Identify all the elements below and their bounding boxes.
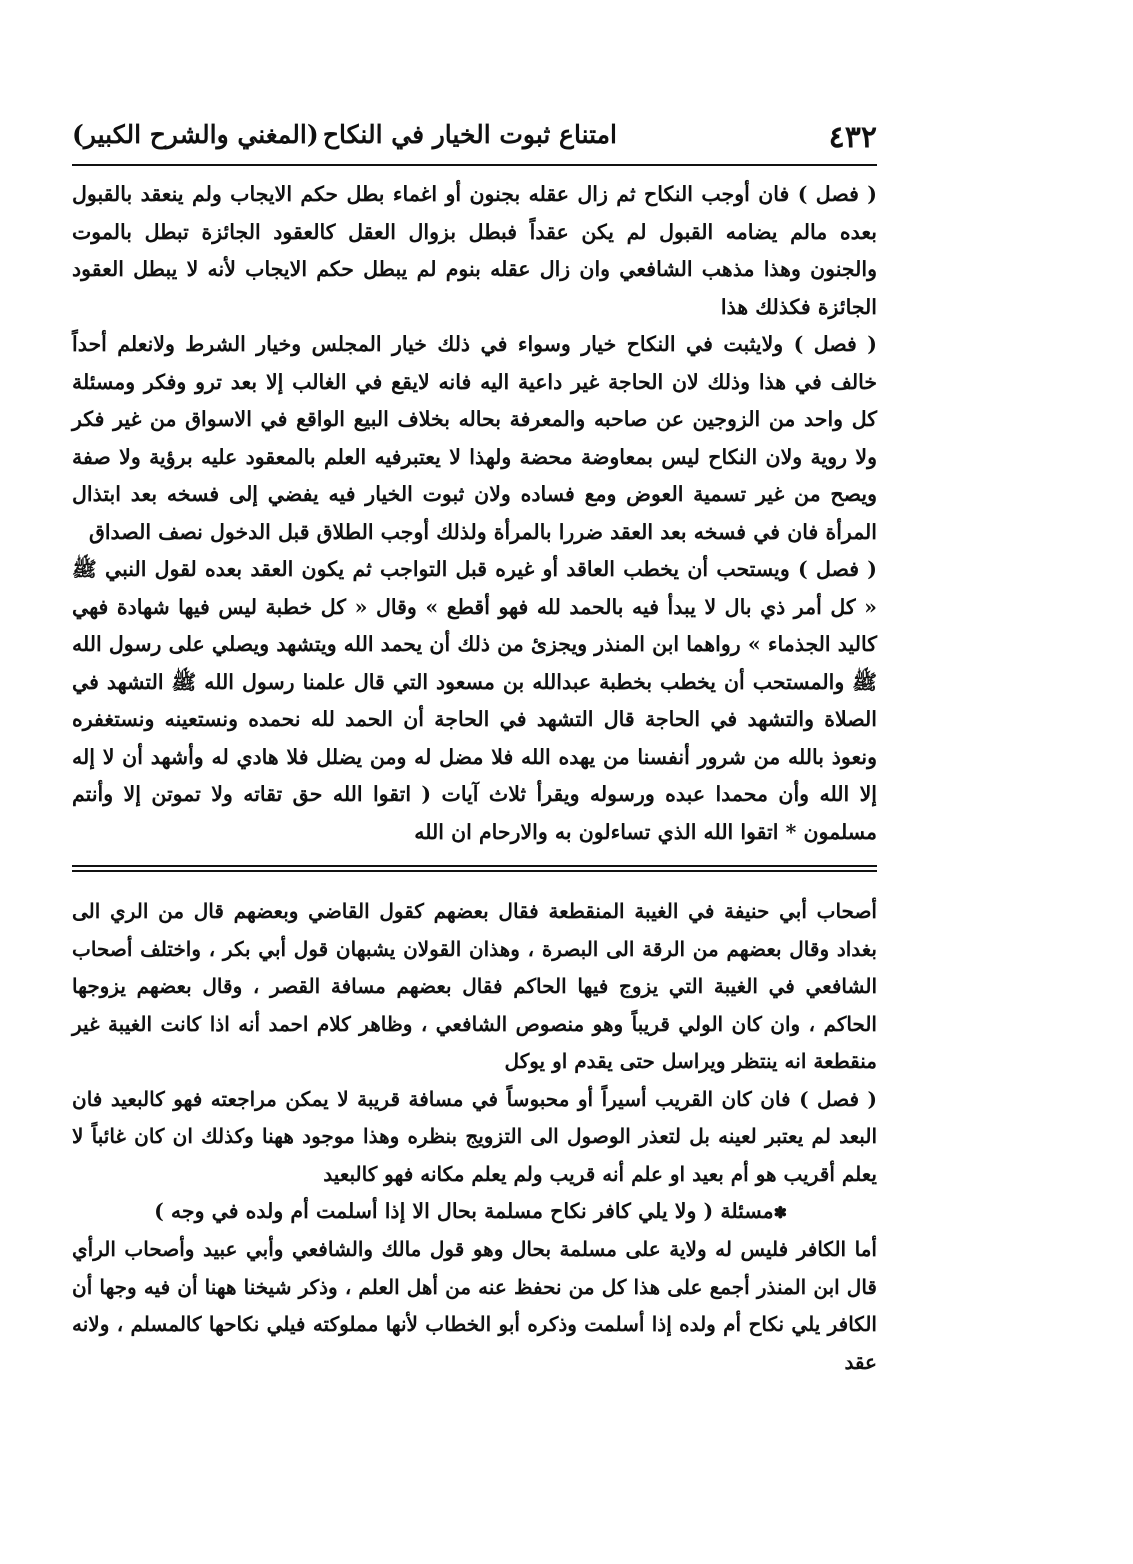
star-icon: ✽ <box>773 1202 787 1222</box>
paragraph: أصحاب أبي حنيفة في الغيبة المنقطعة فقال بعضهم كقول القاضي وبعضهم قال من الري الى بغداد وقال بعضهم من الرقة الى البصرة ، وهذان القولان يشبهان قول أبي بكر ، واختلف أصحاب الشافعي في الغيبة التي يزوج فيها الحاكم فقال بعضهم مسافة القصر ، وقال بعضهم يزوجها الحاكم ، وان كان الولي قريباً وهو منصوص الشافعي ، وظاهر كلام احمد أنه اذا كانت الغيبة غير منقطعة انه ينتظر ويراسل حتى يقدم او يوكل <box>72 899 877 1073</box>
book-page <box>72 110 877 1381</box>
paragraph: ( فصل ) ولايثبت في النكاح خيار وسواء في ذلك خيار المجلس وخيار الشرط ولانعلم أحداً خالف في هذا وذلك لان الحاجة غير داعية اليه فانه لايقع في الغالب إلا بعد ترو وفكر ومسئلة كل واحد من الزوجين عن صاحبه والمعرفة بحاله بخلاف البيع الواقع في الاسواق من غير فكر ولا روية ولان النكاح ليس بمعاوضة محضة ولهذا لا يعتبرفيه العلم بالمعقود عليه برؤية ولا صفة ويصح من غير تسمية العوض ومع فساده ولان ثبوت الخيار فيه يفضي إلى فسخه بعد ابتذال المرأة فان في فسخه بعد العقد ضررا بالمرأة ولذلك أوجب الطلاق قبل الدخول نصف الصداق <box>72 332 877 544</box>
masala-heading <box>72 1193 877 1231</box>
paragraph: ( فصل ) فان أوجب النكاح ثم زال عقله بجنون أو اغماء بطل حكم الايجاب ولم ينعقد بالقبول بعده مالم يضامه القبول لم يكن عقداً فبطل بزوال العقل كالعقود الجائزة تبطل بالموت والجنون وهذا مذهب الشافعي وان زال عقله بنوم لم يبطل حكم الايجاب لأنه لا يبطل العقود الجائزة فكذلك هذا <box>72 182 877 319</box>
footnote-divider <box>72 865 877 875</box>
paragraph: ( فصل ) ويستحب أن يخطب العاقد أو غيره قبل التواجب ثم يكون العقد بعده لقول النبي ﷺ « كل أمر ذي بال لا يبدأ فيه بالحمد لله فهو أقطع » وقال « كل خطبة ليس فيها شهادة فهي كاليد الجذماء » رواهما ابن المنذر ويجزئ من ذلك أن يحمد الله ويتشهد ويصلي على رسول الله ﷺ والمستحب أن يخطب بخطبة عبدالله بن مسعود التي قال علمنا رسول الله ﷺ التشهد في الصلاة والتشهد في الحاجة قال التشهد في الحاجة أن الحمد لله نحمده ونستعينه ونستغفره ونعوذ بالله من شرور أنفسنا من يهده الله فلا مضل له ومن يضلل فلا هادي له وأشهد أن لا إله إلا الله وأن محمدا عبده ورسوله ويقرأ ثلاث آيات ( اتقوا الله حق تقاته ولا تموتن إلا وأنتم مسلمون * اتقوا الله الذي تساءلون به والارحام ان الله <box>72 557 877 844</box>
masala-label: مسئلة <box>720 1199 774 1223</box>
masala-text: ( ولا يلي كافر نكاح مسلمة بحال الا إذا أسلمت أم ولده في وجه ) <box>154 1199 714 1223</box>
book-title: (المغني والشرح الكبير) <box>72 120 319 149</box>
paragraph: أما الكافر فليس له ولاية على مسلمة بحال وهو قول مالك والشافعي وأبي عبيد وأصحاب الرأي قال ابن المنذر أجمع على هذا كل من نحفظ عنه من أهل العلم ، وذكر شيخنا ههنا أن فيه وجها أن الكافر يلي نكاح أم ولده إذا أسلمت وذكره أبو الخطاب لأنها مملوكته فيلي نكاحها كالمسلم ، ولانه عقد <box>72 1237 877 1374</box>
paragraph: ( فصل ) فان كان القريب أسيراً أو محبوساً في مسافة قريبة لا يمكن مراجعته فهو كالبعيد فان البعد لم يعتبر لعينه بل لتعذر الوصول الى التزويج بنظره وهذا موجود ههنا وكذلك ان كان غائباً لا يعلم أقريب هو أم بعيد او علم أنه قريب ولم يعلم مكانه فهو كالبعيد <box>72 1086 877 1186</box>
main-text <box>72 176 877 851</box>
lower-text <box>72 893 877 1381</box>
header-divider <box>72 164 877 166</box>
page-number: ٤٣٢ <box>828 120 877 155</box>
section-title: امتناع ثبوت الخيار في النكاح <box>322 120 617 149</box>
page-header <box>72 110 877 162</box>
